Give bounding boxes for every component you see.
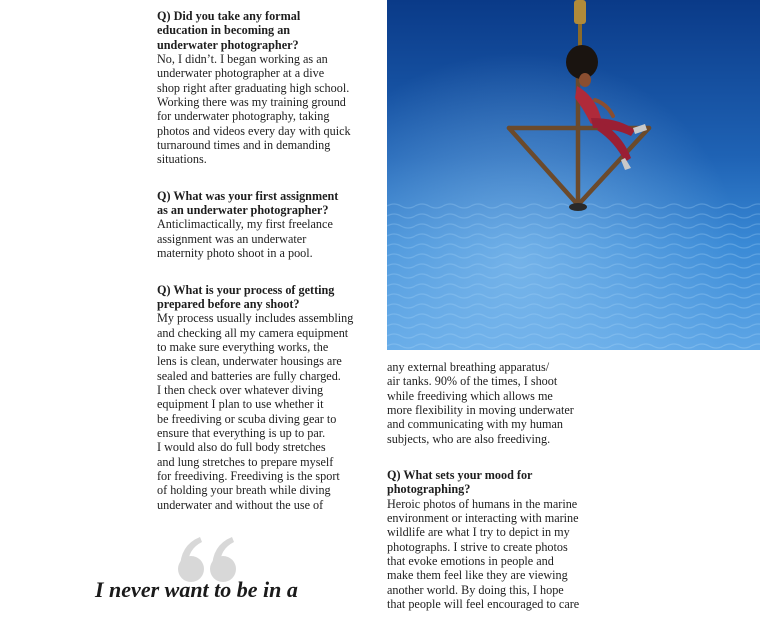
answer-paragraph: My process usually includes assembling and checking all my camera equipment to make sure everything works, the lens is clean, underwater housings are sealed and batteries are fully charged. I then check over whatever diving equipment I plan to use whether it be freediving or scuba diving gear to ensure that everything is up to par. I would also do full body stretches and lung stretches to prepare myself for freediving. Freediving is the sport of holding your breath while diving underwater and without the use of (157, 311, 354, 512)
answer-paragraph: Anticlimactically, my first freelance assignment was an underwater maternity photo shoot in a pool. (157, 217, 333, 261)
answer-paragraph: any external breathing apparatus/ air tanks. 90% of the times, I shoot while freediving which allows me more flexibility in moving underwater and communicating with my human subjects, who are also freediving. (387, 360, 574, 446)
article-left-column (157, 9, 379, 534)
qa-block-first-assignment (157, 189, 379, 261)
article-right-column (387, 360, 609, 634)
answer-paragraph: Heroic photos of humans in the marine environment or interacting with marine wildlife are what I try to depict in my photographs. I strive to create photos that evoke emotions in people and make them feel like they are viewing another world. By doing this, I hope that people will feel encouraged to care (387, 496, 580, 612)
question-heading: Q) What sets your mood for photographing? (387, 468, 533, 497)
question-heading: Q) What was your first assignment as an underwater photographer? (157, 188, 339, 218)
pull-quote: I never want to be in a (95, 577, 298, 602)
question-heading: Q) Did you take any formal education in becoming an underwater photographer? (157, 9, 301, 52)
underwater-freediver-photo (387, 0, 760, 350)
qa-block-formal-education (157, 9, 379, 167)
qa-block-mood (387, 468, 609, 611)
qa-block-preparation (157, 283, 379, 513)
qa-block-continuation (387, 360, 609, 446)
rope-float (574, 0, 586, 24)
quotation-mark-icon (176, 533, 240, 583)
photo-illustration (387, 0, 760, 350)
question-heading: Q) What is your process of getting prepared before any shoot? (157, 282, 335, 311)
answer-paragraph: No, I didn’t. I began working as an underwater photographer at a dive shop right after graduating high school. Working there was my training ground for underwater photography, taking photos and videos every day with quick turnaround times and in demanding situations. (157, 52, 351, 167)
